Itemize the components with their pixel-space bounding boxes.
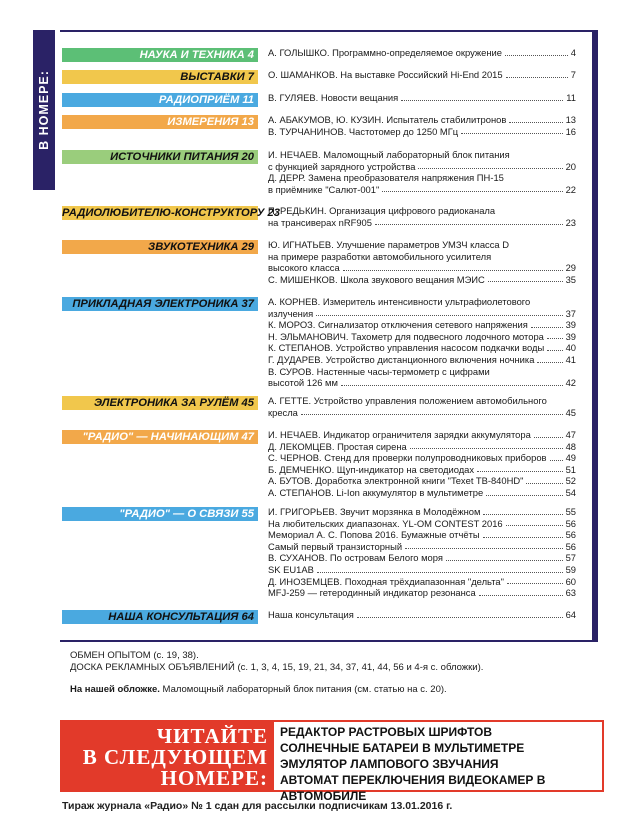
dot-leader <box>418 168 562 169</box>
toc-entry <box>268 609 576 621</box>
next-issue-box <box>60 720 604 803</box>
entry-title: А. БУТОВ. Доработка электронной книги "Texet TB-840HD" <box>268 475 524 487</box>
entry-title: Наша консультация <box>268 609 354 620</box>
entry-title: А. КОРНЕВ. Измеритель интенсивности ультрафиолетового <box>268 296 531 307</box>
entry-title: И. НЕЧАЕВ. Индикатор ограничителя зарядки аккумулятора <box>268 429 531 440</box>
dot-leader <box>506 77 568 78</box>
dot-leader <box>477 471 562 472</box>
toc-entry <box>268 308 576 320</box>
section-entries <box>268 92 576 104</box>
entry-title: К. МОРОЗ. Сигнализатор отключения сетевого напряжения <box>268 319 528 331</box>
toc-entry <box>268 69 576 81</box>
entry-title: с функцией зарядного устройства <box>268 160 416 172</box>
frame-top <box>60 30 596 32</box>
entry-page: 22 <box>565 183 576 195</box>
entry-page: 41 <box>565 353 576 365</box>
dot-leader <box>301 414 563 415</box>
section-label: ИСТОЧНИКИ ПИТАНИЯ 20 <box>62 150 258 164</box>
entry-page: 56 <box>565 529 576 541</box>
note-exchange: ОБМЕН ОПЫТОМ (с. 19, 38). <box>70 650 199 661</box>
toc-entry <box>268 377 576 389</box>
section-label: НАША КОНСУЛЬТАЦИЯ 64 <box>62 610 258 624</box>
dot-leader <box>537 362 562 363</box>
toc-entry <box>268 587 576 599</box>
dot-leader <box>375 224 563 225</box>
toc-entry <box>268 407 576 419</box>
next-issue-item: СОЛНЕЧНЫЕ БАТАРЕИ В МУЛЬТИМЕТРЕ <box>280 741 525 755</box>
entry-title: В. СУХАНОВ. По островам Белого моря <box>268 552 443 564</box>
circulation-note: Тираж журнала «Радио» № 1 сдан для рассылки подписчикам 13.01.2016 г. <box>62 800 453 812</box>
entry-page: 4 <box>570 47 576 58</box>
entry-title: О. ШАМАНКОВ. На выставке Российский Hi-End 2015 <box>268 69 503 80</box>
next-heading-line: В СЛЕДУЮЩЕМ <box>82 745 268 769</box>
section-entries <box>268 69 576 81</box>
entry-page: 48 <box>565 440 576 452</box>
cover-note-text: Маломощный лабораторный блок питания (см. статью на с. 20). <box>159 684 447 695</box>
section-label: РАДИОЛЮБИТЕЛЮ-КОНСТРУКТОРУ 23 <box>62 207 280 219</box>
frame-bottom <box>60 640 598 642</box>
toc-entry <box>268 319 576 331</box>
entry-title: излучения <box>268 307 314 319</box>
dot-leader <box>486 495 562 496</box>
section-label: НАУКА И ТЕХНИКА 4 <box>62 48 258 62</box>
toc-entry <box>268 429 576 441</box>
entry-title: Д. ИНОЗЕМЦЕВ. Походная трёхдиапазонная "дельта" <box>268 575 504 587</box>
entry-page: 23 <box>565 216 576 228</box>
next-heading-line: ЧИТАЙТЕ <box>156 724 268 748</box>
cover-note-label: На нашей обложке. <box>70 684 160 695</box>
dot-leader <box>483 537 563 538</box>
toc-entry <box>268 395 576 407</box>
dot-leader <box>547 338 563 339</box>
dot-leader <box>317 572 563 573</box>
section-label: РАДИОПРИЁМ 11 <box>62 93 258 107</box>
entry-page: 29 <box>565 262 576 274</box>
entry-title: В. СУРОВ. Настенные часы-термометр с цифрами <box>268 365 490 377</box>
toc-entry <box>268 475 576 487</box>
dot-leader <box>479 595 563 596</box>
entry-page: 49 <box>565 452 576 464</box>
dot-leader <box>341 385 563 386</box>
toc-entry <box>268 452 576 464</box>
section-label: ЗВУКОТЕХНИКА 29 <box>62 240 258 254</box>
entry-title: Г. ДУДАРЕВ. Устройство дистанционного включения ночника <box>268 353 535 365</box>
toc-entry <box>268 552 576 564</box>
toc-entry <box>268 274 576 286</box>
entry-title: на трансиверах nRF905 <box>268 216 372 228</box>
frame-right <box>592 30 598 642</box>
section-label: ИЗМЕРЕНИЯ 13 <box>62 115 258 129</box>
entry-page: 59 <box>565 563 576 575</box>
dot-leader <box>401 100 563 101</box>
entry-page: 39 <box>565 330 576 342</box>
dot-leader <box>550 460 563 461</box>
entry-title: К. СТЕПАНОВ. Устройство управления насосом подкачки воды <box>268 342 545 354</box>
entry-title: Ю. ИГНАТЬЕВ. Улучшение параметров УМЗЧ класса D <box>268 239 510 250</box>
section-entries <box>268 239 576 285</box>
next-issue-item: АВТОМАТ ПЕРЕКЛЮЧЕНИЯ ВИДЕОКАМЕР В АВТОМОБИЛЕ <box>280 773 546 803</box>
entry-page: 56 <box>565 517 576 529</box>
in-issue-side-label <box>33 30 55 190</box>
entry-page: 11 <box>566 92 576 103</box>
dot-leader <box>483 514 562 515</box>
toc-entry <box>268 366 576 378</box>
next-issue-item: РЕДАКТОР РАСТРОВЫХ ШРИФТОВ <box>280 725 492 739</box>
next-issue-item: ЭМУЛЯТОР ЛАМПОВОГО ЗВУЧАНИЯ <box>280 757 499 771</box>
entry-title: А. ГЕТТЕ. Устройство управления положением автомобильного <box>268 395 547 406</box>
toc-entry <box>268 354 576 366</box>
next-issue-heading <box>62 722 274 790</box>
dot-leader <box>410 448 563 449</box>
toc-entry <box>268 149 576 161</box>
toc-entry <box>268 331 576 343</box>
toc-entry <box>268 296 576 308</box>
next-heading-line: НОМЕРЕ: <box>160 766 268 790</box>
section-entries <box>268 149 576 195</box>
toc-entry <box>268 205 576 217</box>
entry-page: 20 <box>565 160 576 172</box>
note-ads: ДОСКА РЕКЛАМНЫХ ОБЪЯВЛЕНИЙ (с. 1, 3, 4, 15, 19, 21, 34, 37, 41, 44, 56 и 4-я с. обложки). <box>70 662 484 673</box>
toc-entry <box>268 251 576 263</box>
section-entries <box>268 114 576 137</box>
entry-title: С. МИШЕНКОВ. Школа звукового вещания МЭИС <box>268 273 485 285</box>
section-label: ЭЛЕКТРОНИКА ЗА РУЛЁМ 45 <box>62 396 258 410</box>
toc-entry <box>268 518 576 530</box>
entry-title: А. ГОЛЫШКО. Программно-определяемое окружение <box>268 47 502 58</box>
toc-entry <box>268 161 576 173</box>
entry-page: 42 <box>565 377 576 389</box>
toc-entry <box>268 576 576 588</box>
entry-title: в приёмнике "Салют-001" <box>268 183 380 195</box>
entry-page: 54 <box>565 486 576 498</box>
entry-title: на примере разработки автомобильного усилителя <box>268 250 492 262</box>
entry-title: SK EU1AB <box>268 563 314 575</box>
next-issue-list <box>280 724 602 804</box>
entry-page: 52 <box>565 475 576 487</box>
entry-title: А. АБАКУМОВ, Ю. КУЗИН. Испытатель стабилитронов <box>268 114 507 125</box>
dot-leader <box>446 560 563 561</box>
entry-title: Б. ДЕМЧЕНКО. Щуп-индикатор на светодиодах <box>268 463 475 475</box>
entry-page: 63 <box>565 587 576 599</box>
toc-entry <box>268 464 576 476</box>
entry-title: Н. ЭЛЬМАНОВИЧ. Тахометр для подвесного лодочного мотора <box>268 330 544 342</box>
entry-title: высокого класса <box>268 262 340 274</box>
section-entries <box>268 506 576 599</box>
entry-title: Самый первый транзисторный <box>268 540 403 552</box>
entry-page: 16 <box>565 125 576 137</box>
entry-title: Д. ЛЕКОМЦЕВ. Простая сирена <box>268 440 407 452</box>
dot-leader <box>382 191 562 192</box>
entry-title: В. ГУЛЯЕВ. Новости вещания <box>268 92 399 103</box>
entry-page: 7 <box>570 69 576 80</box>
entry-page: 40 <box>565 342 576 354</box>
dot-leader <box>531 327 563 328</box>
entry-title: И. НЕЧАЕВ. Маломощный лабораторный блок питания <box>268 149 510 160</box>
entry-title: П. РЕДЬКИН. Организация цифрового радиоканала <box>268 205 496 216</box>
entry-page: 51 <box>565 463 576 475</box>
toc-entry <box>268 217 576 229</box>
notes <box>70 650 483 674</box>
entry-title: И. ГРИГОРЬЕВ. Звучит морзянка в Молодёжном <box>268 506 481 517</box>
dot-leader <box>526 483 562 484</box>
toc-entry <box>268 541 576 553</box>
dot-leader <box>509 122 562 123</box>
toc-entry <box>268 441 576 453</box>
entry-page: 37 <box>565 307 576 319</box>
section-entries <box>268 429 576 499</box>
entry-page: 56 <box>565 540 576 552</box>
section-entries <box>268 296 576 389</box>
entry-page: 57 <box>565 552 576 564</box>
toc-entry <box>268 529 576 541</box>
entry-page: 47 <box>565 429 576 440</box>
dot-leader <box>534 437 563 438</box>
entry-title: MFJ-259 — гетеродинный индикатор резонанса <box>268 587 476 599</box>
section-label: "РАДИО" — О СВЯЗИ 55 <box>62 507 258 521</box>
entry-title: А. СТЕПАНОВ. Li-Ion аккумулятор в мультиметре <box>268 486 484 498</box>
entry-page: 35 <box>565 273 576 285</box>
toc-entry <box>268 564 576 576</box>
entry-title: В. ТУРЧАНИНОВ. Частотомер до 1250 МГц <box>268 125 459 137</box>
toc-entry <box>268 184 576 196</box>
entry-page: 13 <box>565 114 576 125</box>
toc-entry <box>268 262 576 274</box>
cover-note <box>70 684 447 695</box>
toc-entry <box>268 506 576 518</box>
side-label-text: В НОМЕРЕ: <box>37 70 51 150</box>
dot-leader <box>488 281 563 282</box>
section-entries <box>268 47 576 59</box>
entry-title: С. ЧЕРНОВ. Стенд для проверки полупроводниковых приборов <box>268 452 547 464</box>
toc-entry <box>268 487 576 499</box>
entry-title: высотой 126 мм <box>268 377 338 389</box>
toc-entry <box>268 92 576 104</box>
section-entries <box>268 205 576 228</box>
entry-title: На любительских диапазонах. YL-OM CONTEST 2016 <box>268 517 503 529</box>
entry-page: 39 <box>565 319 576 331</box>
entry-title: Д. ДЕРР. Замена преобразователя напряжения ПН-15 <box>268 172 504 184</box>
entry-page: 60 <box>565 575 576 587</box>
toc-entry <box>268 114 576 126</box>
section-label: "РАДИО" — НАЧИНАЮЩИМ 47 <box>62 430 258 444</box>
toc-entry <box>268 126 576 138</box>
entry-title: кресла <box>268 406 298 418</box>
entry-page: 55 <box>565 506 576 517</box>
section-entries <box>268 609 576 621</box>
toc-entry <box>268 172 576 184</box>
dot-leader <box>343 270 563 271</box>
dot-leader <box>507 583 563 584</box>
section-entries <box>268 395 576 418</box>
entry-page: 64 <box>565 609 576 620</box>
entry-title: Мемориал А. С. Попова 2016. Бумажные отчёты <box>268 529 480 541</box>
entry-page: 45 <box>565 406 576 418</box>
section-label: ПРИКЛАДНАЯ ЭЛЕКТРОНИКА 37 <box>62 297 258 311</box>
dot-leader <box>405 548 562 549</box>
toc-entry <box>268 47 576 59</box>
toc-entry <box>268 342 576 354</box>
section-label: ВЫСТАВКИ 7 <box>62 70 258 84</box>
dot-leader <box>461 133 562 134</box>
dot-leader <box>505 55 568 56</box>
dot-leader <box>357 617 563 618</box>
dot-leader <box>547 350 562 351</box>
dot-leader <box>316 315 562 316</box>
toc-entry <box>268 239 576 251</box>
dot-leader <box>506 525 563 526</box>
